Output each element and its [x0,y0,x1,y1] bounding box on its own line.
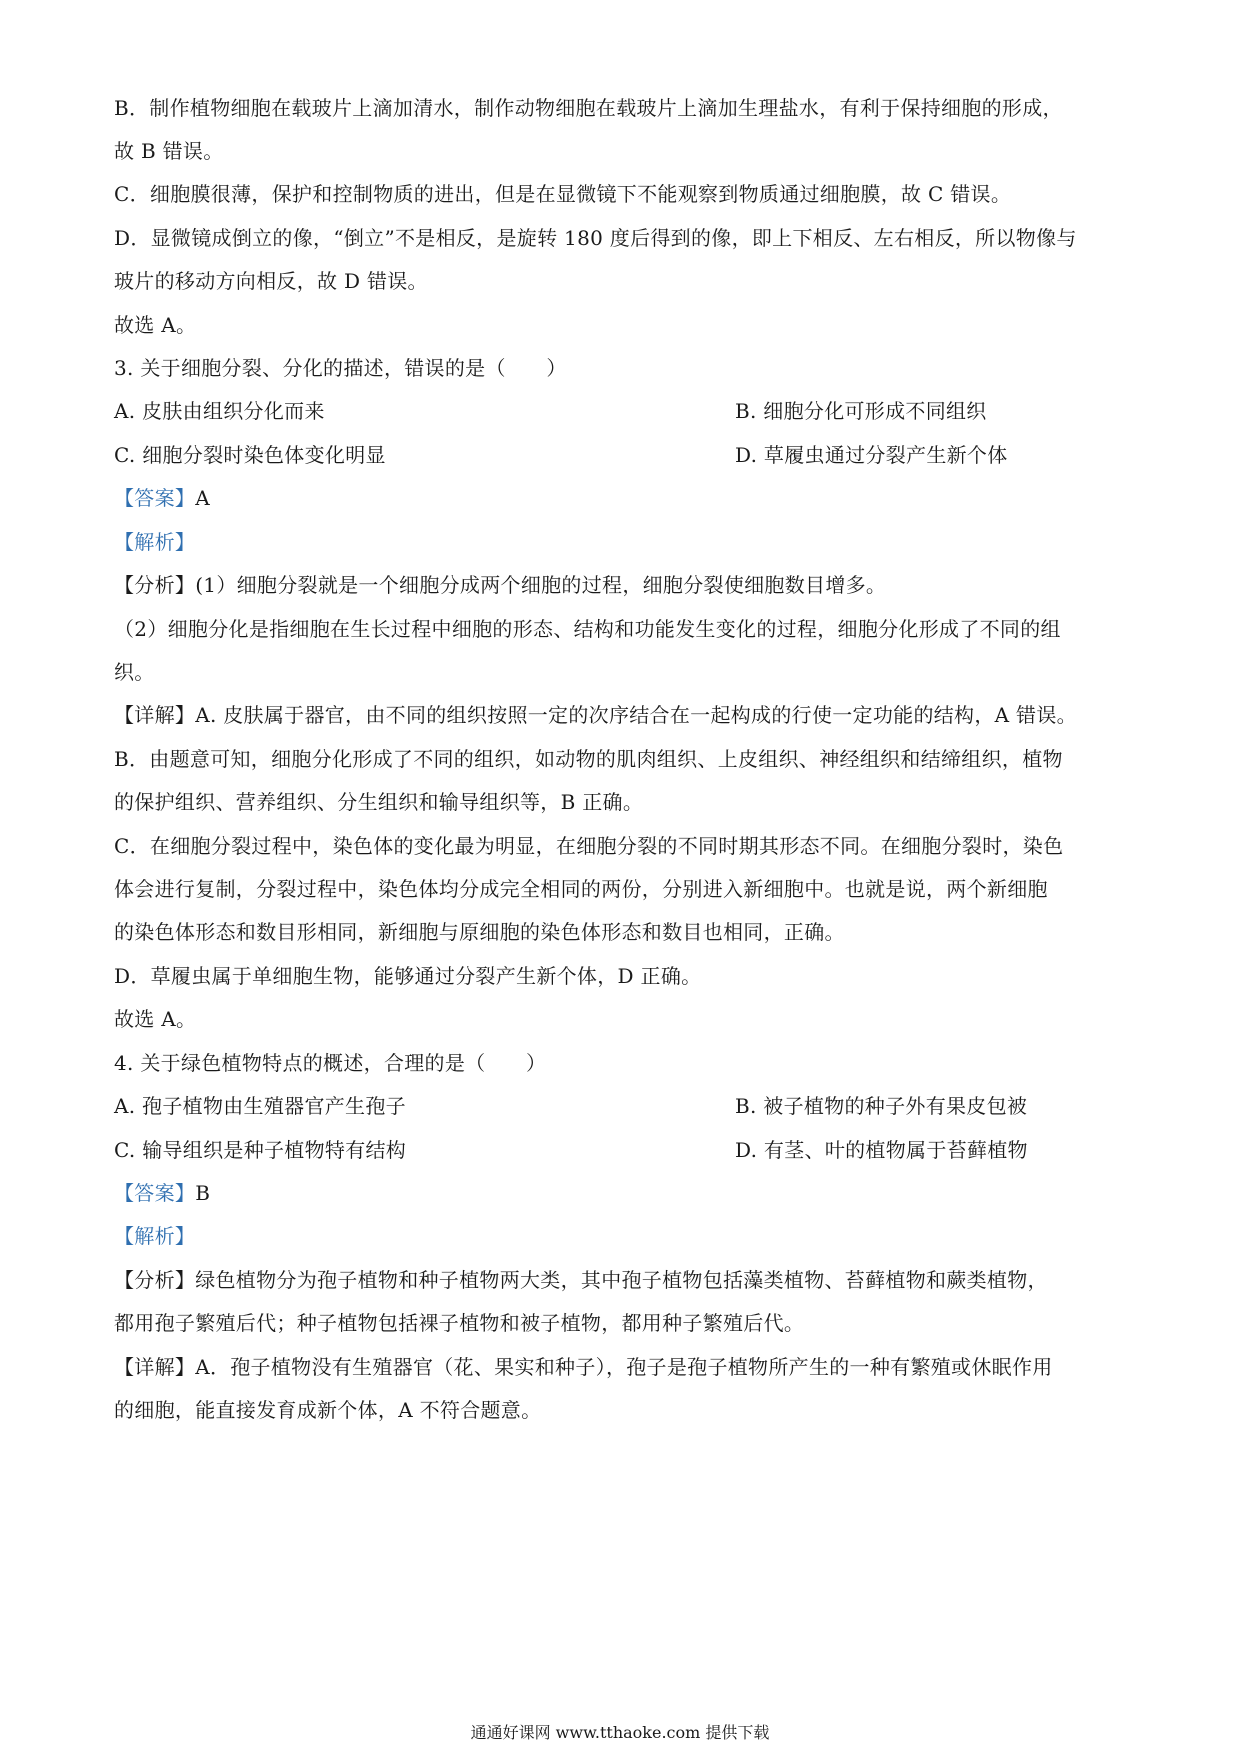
option-d: D. 草履虫通过分裂产生新个体 [735,443,1008,467]
text-line: 玻片的移动方向相反，故 D 错误。 [114,269,428,293]
answer-tag: 【答案】 [114,1181,196,1205]
question-4-options-row-2 [114,1136,1134,1164]
analysis-tag: 【解析】 [114,1224,196,1248]
answer-line [114,484,1134,512]
option-a: A. 皮肤由组织分化而来 [114,399,325,423]
question-3-stem: 3. 关于细胞分裂、分化的描述，错误的是（ ） [114,356,567,380]
text-line: 体会进行复制，分裂过程中，染色体均分成完全相同的两份，分别进入新细胞中。也就是说，两个新细胞 [114,877,1048,901]
analysis-tag: 【解析】 [114,530,196,554]
option-b: B. 被子植物的种子外有果皮包被 [735,1094,1028,1118]
page-footer: 通通好课网 www.tthaoke.com 提供下载 [470,1723,770,1742]
option-c: C. 输导组织是种子植物特有结构 [114,1138,407,1162]
text-line: 的细胞，能直接发育成新个体，A 不符合题意。 [114,1398,542,1422]
text-line: （2）细胞分化是指细胞在生长过程中细胞的形态、结构和功能发生变化的过程，细胞分化形成了不同的组 [114,617,1061,641]
text-line: C．在细胞分裂过程中，染色体的变化最为明显，在细胞分裂的不同时期其形态不同。在细胞分裂时，染色 [114,834,1064,858]
text-line: 都用孢子繁殖后代；种子植物包括裸子植物和被子植物，都用种子繁殖后代。 [114,1311,805,1335]
text-line: 【分析】绿色植物分为孢子植物和种子植物两大类，其中孢子植物包括藻类植物、苔藓植物和蕨类植物， [114,1268,1048,1292]
question-3-options-row-2 [114,441,1134,469]
text-line: 织。 [114,660,155,684]
text-line: D．显微镜成倒立的像，“倒立”不是相反，是旋转 180 度后得到的像，即上下相反、左右相反，所以物像与 [114,226,1077,250]
text-line: 【分析】(1）细胞分裂就是一个细胞分成两个细胞的过程，细胞分裂使细胞数目增多。 [114,573,887,597]
text-line: 故选 A。 [114,313,197,337]
text-line: C．细胞膜很薄，保护和控制物质的进出，但是在显微镜下不能观察到物质通过细胞膜，故 C 错误。 [114,182,1012,206]
option-c: C. 细胞分裂时染色体变化明显 [114,443,386,467]
answer-value: B [195,1181,211,1205]
text-line: D．草履虫属于单细胞生物，能够通过分裂产生新个体，D 正确。 [114,964,702,988]
question-4-stem: 4. 关于绿色植物特点的概述，合理的是（ ） [114,1051,547,1075]
question-4-options-row-1 [114,1092,1134,1120]
text-line: 的染色体形态和数目形相同，新细胞与原细胞的染色体形态和数目也相同，正确。 [114,920,845,944]
option-b: B. 细胞分化可形成不同组织 [735,399,987,423]
text-line: 故选 A。 [114,1007,197,1031]
option-d: D. 有茎、叶的植物属于苔藓植物 [735,1138,1028,1162]
text-line: 的保护组织、营养组织、分生组织和输导组织等，B 正确。 [114,790,644,814]
text-line: 【详解】A. 皮肤属于器官，由不同的组织按照一定的次序结合在一起构成的行使一定功能的结构，A 错误。 [114,703,1077,727]
answer-line [114,1179,1134,1207]
text-line: B．制作植物细胞在载玻片上滴加清水，制作动物细胞在载玻片上滴加生理盐水，有利于保持细胞的形成， [114,96,1063,120]
text-line: 故 B 错误。 [114,139,224,163]
question-3-options-row-1 [114,397,1134,425]
answer-value: A [195,486,210,510]
answer-tag: 【答案】 [114,486,196,510]
option-a: A. 孢子植物由生殖器官产生孢子 [114,1094,406,1118]
text-line: 【详解】A．孢子植物没有生殖器官（花、果实和种子），孢子是孢子植物所产生的一种有繁殖或休眠作用 [114,1355,1053,1379]
text-line: B．由题意可知，细胞分化形成了不同的组织，如动物的肌肉组织、上皮组织、神经组织和结缔组织，植物 [114,747,1063,771]
